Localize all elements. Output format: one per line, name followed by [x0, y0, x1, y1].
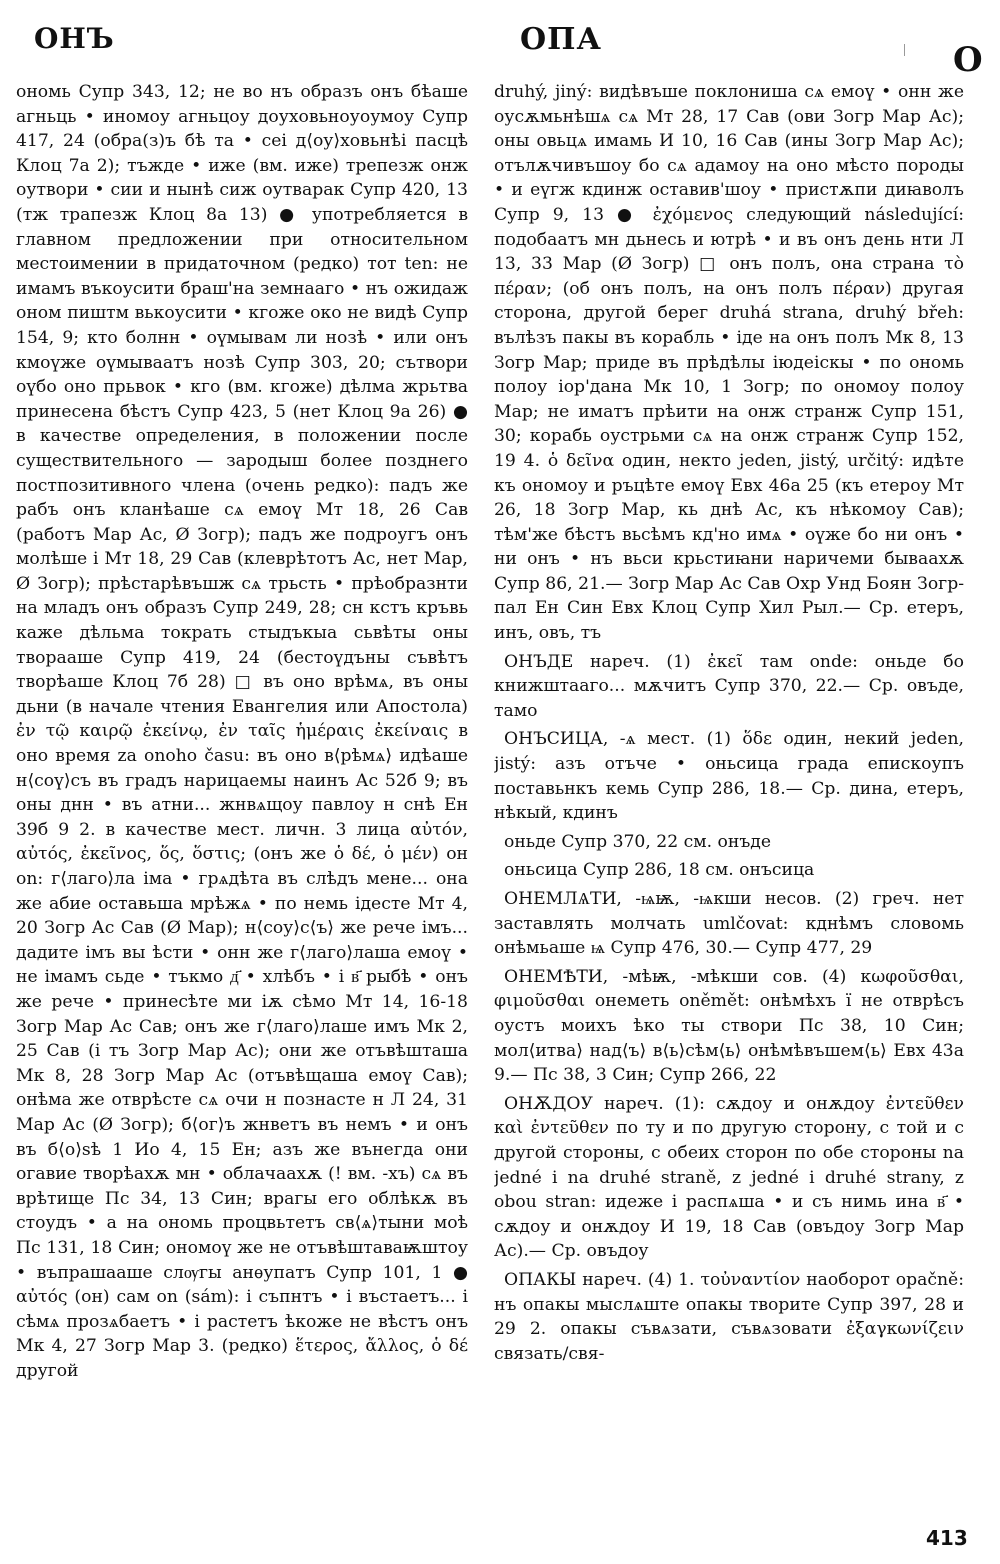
running-head-center: ОПА [520, 22, 602, 57]
section-letter: О [953, 40, 983, 80]
cross-ref-onsica: оньсица Супр 286, 18 см. онъсица [504, 860, 815, 881]
entry-onemeti: ОНЕМѢТИ, -мѣѭ, -мѣкши сов. (4) κωφοῦσθαι, φιμοῦσθαι онеметь oněmět: онѣмѣхъ ї не отврѣсъ оустъ моихъ ѣко ты створи Пс 38, 10 Син; мол⟨итва⟩ над⟨ъ⟩ в⟨ь⟩сѣм⟨ь⟩ онѣмѣвъшем⟨ь⟩ Евх 43а 9.— Пс 38, 3 Син; Супр 266, 22 [494, 966, 964, 1086]
cross-ref-onde: оньде Супр 370, 22 см. онъде [504, 831, 772, 852]
page-number: 413 [926, 1526, 968, 1550]
entry-onde: ОНЪДЕ нареч. (1) ἐκεῖ там onde: оньде бо книжштааго... мѫчитъ Супр 370, 22.— Ср. овъде, тамо [494, 651, 964, 721]
right-column [494, 80, 964, 1520]
entry-continuation: ономь Супр 343, 12; не во нъ образъ онъ бѣаше агньць • иномоу агньцоу доуховьноуоумоу Супр 417, 24 (обра(з)ъ бѣ та • сеі д⟨оу⟩ховьнѣі пасцѣ Клоц 7а 2); тъжде • иже (вм. иже) трепезж онж оутвори • сии и нынѣ сиж оутварак Супр 420, 13 (тж трапезж Клоц 8а 13) ● употребляется в главном предложении при относительном местоимении в придаточном (редко) тот ten: не имамъ въкоусити браш'на земнааго • нъ ожидаж оном пиштм вькоусити • кгоже око не видѣ Супр 154, 9; кто болнн • оүмывам ли нозѣ • или онъ кмоүже оүмываатъ нозѣ Супр 303, 20; сътвори оүбо оно прьвок • кго (вм. кгоже) дѣлма жрьтва принесена бѣстъ Супр 423, 5 (нет Клоц 9а 26) ● в качестве определения, в положении после существительного — зародыш более позднего постпозитивного члена (очень редко): падъ же рабъ онъ кланѣаше сѧ емоү Мт 18, 26 Сав (работъ Мар Ас, Ø Зогр); падъ же подроугъ онъ молѣше і Мт 18, 29 Сав (клеврѣтотъ Ас, нет Мар, Ø Зогр); прѣстарѣвъшж сѧ трьсть • прѣобразнти на младъ онъ образъ Супр 249, 28; сн кстъ кръвь кажe дѣльма тократь стыдъкыа сьвѣты оны творааше Супр 419, 24 (бестоүдъны съвѣтъ творѣаше Клоц 7б 28) □ въ оно врѣмѧ, въ оны дьни (в начале чтения Евангелия или Апостола) ἐν τῷ καιρῷ ἐκείνῳ, ἐν ταῖς ἡμέραις ἐκείναις в оно время za onoho času: въ оно в⟨рѣмѧ⟩ идѣаше н⟨соү⟩съ въ градъ нарицаемы наинъ Ас 52б 9; въ оны днн • въ атни... жнвѧщоу павлоу н снѣ Ен 39б 9 2. в качестве мест. личн. 3 лица αὐτόν, αὐτός, ἐκεῖνος, ὅς, ὅστις; (онъ же ὁ δέ, ὁ μέν) он on: г⟨лаго⟩ла іма • грѧдѣта въ слѣдъ мене... она же абие оставьша мрѣжѧ • по немь ідесте Мт 4, 20 Зогр Ас Сав (Ø Мар); н⟨соу⟩с⟨ъ⟩ же рече імъ... дадите імъ вы ѣсти • онн же г⟨лаго⟩лаша емоү • не імамъ сьде • тъкмо д҃ • хлѣбъ • і в҃ рыбѣ • онъ же рече • принесѣте ми іѫ сѣмо Мт 14, 16-18 Зогр Мар Ас Сав; онъ же г⟨лаго⟩лаше имъ Мк 2, 25 Сав (і тъ Зогр Мар Ас); они же отъвѣшташа Мк 8, 28 Зогр Мар Ас (отъвѣщаша емоү Сав); онѣма же отврѣсте сѧ очи н познасте н Л 24, 31 Мар Ас (Ø Зогр); б⟨ог⟩ъ жнветъ въ немъ • и онъ въ б⟨о⟩ѕѣ 1 Ио 4, 15 Ен; азъ же вънегда они огавие творѣахѫ мн • облачаахѫ (! вм. -хъ) сѧ въ врѣтище Пс 34, 13 Син; врагы его облѣкѫ въ стоудъ • а на ономь процвьтетъ св⟨ѧ⟩тыни моѣ Пс 131, 18 Син; ономоү же не отъвѣштаваѭштоу • въпрашааше слѹгы анѳупатъ Супр 101, 1 ● αὐτός (он) сам on (sám): і съпнтъ • і въстаетъ... і сѣмѧ прозѧбаетъ • і растетъ ѣкоже не вѣстъ онъ Мк 4, 27 Зогр Мар 3. (редко) ἕτερος, ἄλλος, ὁ δέ другой [16, 82, 468, 1381]
left-column [16, 80, 468, 1520]
running-head-left: ОНЪ [34, 22, 115, 55]
entry-continuation: druhý, jiný: видѣвъше поклониша сѧ емоү • онн же оусѫмьнѣшѧ сѧ Мт 28, 17 Сав (ови Зогр Мар Ас); оны овьцѧ имамь И 10, 16 Сав (ины Зогр Мар Ас); отълѫчивъшоу бо сѧ адамоу на оно мѣсто породы • и еүгж кдинж оставив'шоу • пристѫпи диꙗволъ Супр 9, 13 ● ἐχόμενος следующий následující: подобаатъ мн дьнесь и ютрѣ • и въ онъ день нти Л 13, 33 Мар (Ø Зогр) □ онъ полъ, она страна τὸ πέραν; (об онъ полъ, на онъ полъ πέραν) другая сторона, другой берег druhá strana, druhý břeh: вълѣзъ пакы въ корабль • іде на онъ полъ Мк 8, 13 Зогр Мар; приде въ прѣдѣлы іюдеіскы • по ономь полоу іор'дана Мк 10, 1 Зогр; по ономоу полоу Мар; не иматъ прѣити на онж странж Супр 151, 30; корабь оустрьми сѧ на онж странж Супр 152, 19 4. ὁ δεῖνα один, некто jeden, jistý, určitý: идѣте къ ономоу и ръцѣте емоү Евх 46а 25 (къ етероу Мт 26, 18 Зогр Мар, кь днѣ Ас, къ нѣкомоу Сав); тѣм'же бѣстъ вьсѣмъ кд'но имѧ • оүже бо ни онъ • ни онъ • нъ вьси крьстиꙗни наричеми бываахѫ Супр 86, 21.— Зогр Мар Ас Сав Охр Унд Боян Зогр-пал Ен Син Евх Клоц Супр Хил Рыл.— Ср. етеръ, инъ, овъ, тъ [494, 82, 964, 644]
entry-onemljati: ОНЕМЛѦТИ, -ѩѭ, -ѩкши несов. (2) греч. нет заставлять молчать umlčovat: кднѣмъ словомь онѣмьаше ѩ Супр 476, 30.— Супр 477, 29 [494, 889, 964, 959]
entry-opaky: ОПАКЫ нареч. (4) 1. τοὐναντίον наоборот opačně: нъ опакы мыслѧште опакы творите Супр 397, 28 и 29 2. опакы съвѧзати, съвѧзовати ἐξαγκωνίζειν связать/свя- [494, 1269, 964, 1364]
entry-onjadou: ОНѪДОУ нареч. (1): сѫдоу и онѫдоу ἐντεῦθεν καὶ ἐντεῦθεν по ту и по другую сторону, с той и с другой стороны, с обеих сторон по обе стороны na jedné i na druhé straně, z jedné i druhé strany, z obou stran: идеже і распѧша • и съ нимь ина в҃ • сѫдоу и онѫдоу И 19, 18 Сав (овъдоу Зогр Мар Ас).— Ср. овъдоу [494, 1093, 964, 1262]
entry-onsica: ОНЪСИЦА, -ѧ мест. (1) ὅδε один, некий jeden, jistý: азъ отъче • оньсица града епискоупъ поставьнкъ кемь Супр 286, 18.— Ср. дина, етеръ, нѣкый, кдинъ [494, 729, 964, 824]
margin-mark [904, 44, 905, 56]
